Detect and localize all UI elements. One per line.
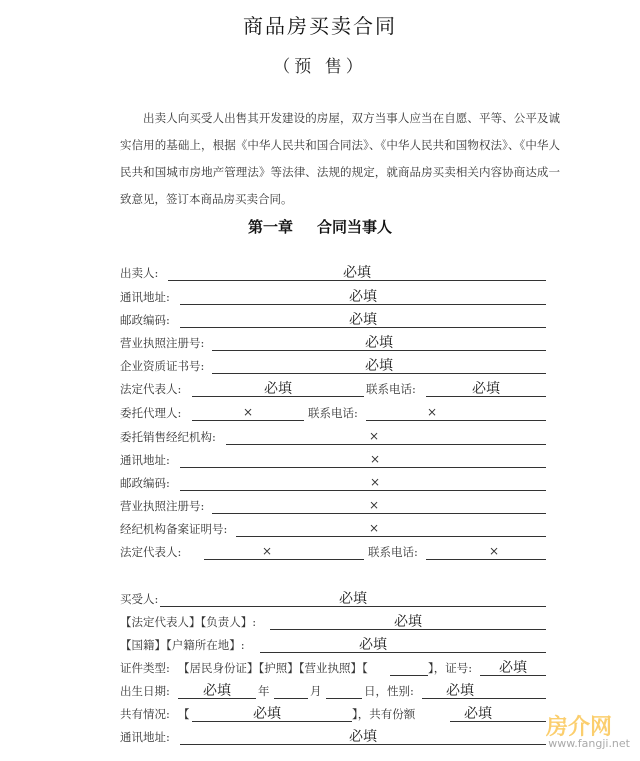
seller-agent-phone-value: × [426, 405, 438, 419]
seller-qualification-value: 必填 [365, 358, 393, 374]
buyer-idtype-close: 】，证号: [428, 661, 473, 675]
seller-agent-phone-field[interactable] [366, 402, 546, 421]
buyer-legal-label: 【法定代表人】【负责人】: [120, 615, 257, 629]
seller-address-label: 通讯地址: [120, 290, 170, 304]
buyer-name-field[interactable] [160, 588, 546, 607]
buyer-name-row [120, 588, 550, 608]
buyer-legal-row [120, 611, 550, 631]
broker-record-label: 经纪机构备案证明号: [120, 522, 228, 536]
buyer-nationality-row [120, 634, 550, 654]
broker-license-field[interactable] [212, 495, 546, 514]
broker-postcode-value: × [369, 475, 381, 489]
buyer-birth-row [120, 680, 550, 700]
buyer-address-field[interactable] [180, 726, 546, 745]
broker-license-label: 营业执照注册号: [120, 499, 205, 513]
broker-phone-field[interactable] [426, 541, 546, 560]
broker-legal-field[interactable] [204, 541, 364, 560]
buyer-share-label: 共有情况: [120, 707, 170, 721]
broker-label: 委托销售经纪机构: [120, 430, 216, 444]
buyer-legal-value: 必填 [394, 614, 422, 630]
seller-name-label: 出卖人: [120, 266, 159, 280]
buyer-day-gender-label: 日，性别: [364, 684, 414, 698]
buyer-share-pct-field[interactable] [450, 703, 546, 722]
buyer-share-close: 】，共有份额 [352, 707, 416, 721]
seller-agent-row [120, 402, 550, 422]
broker-postcode-row [120, 472, 550, 492]
seller-legal-rep-label: 法定代表人: [120, 382, 182, 396]
seller-qualification-label: 企业资质证书号: [120, 359, 205, 373]
seller-phone-label: 联系电话: [366, 382, 416, 396]
chapter-number: 第一章 [247, 218, 293, 236]
broker-address-label: 通讯地址: [120, 453, 170, 467]
chapter-title: 合同当事人 [317, 218, 393, 236]
buyer-year-label: 年 [258, 684, 270, 698]
buyer-legal-field[interactable] [270, 611, 546, 630]
seller-license-value: 必填 [365, 335, 393, 351]
buyer-birth-value: 必填 [203, 683, 231, 699]
broker-phone-value: × [488, 544, 500, 558]
seller-address-value: 必填 [349, 289, 377, 305]
buyer-name-value: 必填 [339, 591, 367, 607]
seller-agent-label: 委托代理人: [120, 406, 182, 420]
buyer-id-row [120, 657, 550, 677]
contract-title: 商品房买卖合同 [243, 14, 397, 38]
buyer-nationality-field[interactable] [260, 634, 546, 653]
broker-postcode-label: 邮政编码: [120, 476, 170, 490]
broker-record-field[interactable] [236, 518, 546, 537]
buyer-share-pct-value: 必填 [464, 706, 492, 722]
buyer-gender-value: 必填 [446, 683, 474, 699]
broker-license-row [120, 495, 550, 515]
buyer-birth-label: 出生日期: [120, 684, 170, 698]
seller-agent-value: × [242, 405, 254, 419]
seller-address-row [120, 286, 550, 306]
seller-postcode-field[interactable] [180, 309, 546, 328]
broker-address-field[interactable] [180, 449, 546, 468]
buyer-idtype-other-field[interactable] [390, 657, 428, 676]
broker-field[interactable] [226, 426, 546, 445]
buyer-gender-field[interactable] [422, 680, 546, 699]
buyer-birth-day-field[interactable] [326, 680, 362, 699]
seller-postcode-row [120, 309, 550, 329]
seller-name-row [120, 262, 550, 282]
seller-postcode-label: 邮政编码: [120, 313, 170, 327]
broker-legal-row [120, 541, 550, 561]
buyer-address-value: 必填 [349, 729, 377, 745]
seller-license-field[interactable] [212, 332, 546, 351]
seller-agent-phone-label: 联系电话: [308, 406, 358, 420]
seller-license-label: 营业执照注册号: [120, 336, 205, 350]
seller-phone-value: 必填 [472, 381, 500, 397]
seller-name-value: 必填 [343, 265, 371, 281]
intro-paragraph: 出卖人向买受人出售其开发建设的房屋，双方当事人应当在自愿、平等、公平及诚实信用的基础上，根据《中华人民共和国合同法》、《中华人民共和国物权法》、《中华人民共和国城市房地产管理法》等法律、法规的规定，就商品房买卖相关内容协商达成一致意见，签订本商品房买卖合同。 [120, 111, 560, 206]
broker-address-value: × [369, 452, 381, 466]
broker-phone-label: 联系电话: [368, 545, 418, 559]
broker-value: × [368, 429, 380, 443]
seller-phone-field[interactable] [426, 378, 546, 397]
watermark-logo: 房介网 [545, 715, 612, 740]
seller-name-field[interactable] [168, 262, 546, 281]
seller-legal-rep-row [120, 378, 550, 398]
broker-legal-label: 法定代表人: [120, 545, 182, 559]
seller-qualification-row [120, 355, 550, 375]
buyer-share-value: 必填 [253, 706, 281, 722]
broker-address-row [120, 449, 550, 469]
buyer-month-label: 月 [310, 684, 322, 698]
buyer-idtype-options[interactable]: 【居民身份证】【护照】【营业执照】【 [178, 661, 368, 675]
chapter-heading [0, 216, 640, 237]
buyer-name-label: 买受人: [120, 592, 159, 606]
seller-license-row [120, 332, 550, 352]
seller-qualification-field[interactable] [212, 355, 546, 374]
seller-postcode-value: 必填 [349, 312, 377, 328]
seller-agent-field[interactable] [192, 402, 304, 421]
buyer-share-field[interactable] [192, 703, 352, 722]
seller-legal-rep-value: 必填 [264, 381, 292, 397]
buyer-share-open: 【 [178, 707, 190, 721]
buyer-birth-month-field[interactable] [274, 680, 308, 699]
buyer-idno-field[interactable] [480, 657, 546, 676]
watermark-url: www.fangji.net [548, 737, 630, 750]
buyer-share-row [120, 703, 550, 723]
contract-subtitle: （预 售） [273, 57, 367, 77]
broker-row [120, 426, 550, 446]
buyer-idno-value: 必填 [499, 660, 527, 676]
buyer-birth-year-field[interactable] [178, 680, 256, 699]
seller-address-field[interactable] [180, 286, 546, 305]
buyer-nationality-value: 必填 [359, 637, 387, 653]
broker-record-value: × [368, 521, 380, 535]
broker-record-row [120, 518, 550, 538]
seller-legal-rep-field[interactable] [192, 378, 364, 397]
broker-legal-value: × [261, 544, 273, 558]
buyer-nationality-label: 【国籍】【户籍所在地】: [120, 638, 245, 652]
buyer-idtype-label: 证件类型: [120, 661, 170, 675]
buyer-address-row [120, 726, 550, 746]
buyer-address-label: 通讯地址: [120, 730, 170, 744]
broker-postcode-field[interactable] [180, 472, 546, 491]
broker-license-value: × [368, 498, 380, 512]
